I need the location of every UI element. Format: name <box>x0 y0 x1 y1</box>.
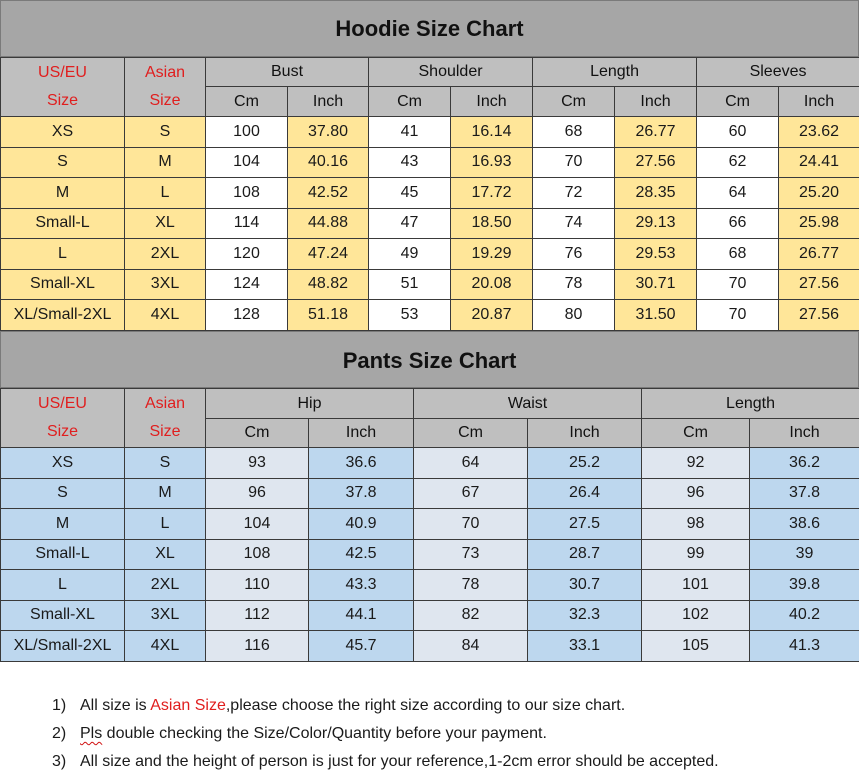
asian-size-cell: 3XL <box>125 600 206 631</box>
inch-value-cell: 26.77 <box>615 117 697 148</box>
cm-value-cell: 45 <box>369 178 451 209</box>
inch-value-cell: 39 <box>750 539 859 570</box>
unit-header: Cm <box>206 419 309 448</box>
inch-value-cell: 47.24 <box>288 239 369 270</box>
us-eu-size-cell: L <box>1 239 125 270</box>
table-row <box>1 478 859 509</box>
inch-value-cell: 26.4 <box>528 478 642 509</box>
table-row <box>1 631 859 662</box>
us-eu-header-line2: Size <box>46 423 79 440</box>
cm-value-cell: 112 <box>206 600 309 631</box>
note-item <box>52 720 719 748</box>
cm-value-cell: 99 <box>642 539 750 570</box>
hip-header: Hip <box>206 389 414 419</box>
inch-value-cell: 32.3 <box>528 600 642 631</box>
asian-size-header <box>125 389 206 448</box>
note-text: All size and the height of person is just for your reference,1-2cm error should be accepted. <box>80 753 719 770</box>
cm-value-cell: 124 <box>206 269 288 300</box>
inch-value-cell: 25.2 <box>528 448 642 479</box>
note-squiggle-word: Pls <box>80 725 103 742</box>
table-row <box>1 600 859 631</box>
unit-header: Cm <box>533 87 615 117</box>
inch-value-cell: 25.98 <box>779 208 859 239</box>
inch-value-cell: 25.20 <box>779 178 859 209</box>
cm-value-cell: 70 <box>414 509 528 540</box>
inch-value-cell: 31.50 <box>615 300 697 331</box>
us-eu-size-cell: XL/Small-2XL <box>1 631 125 662</box>
cm-value-cell: 74 <box>533 208 615 239</box>
inch-value-cell: 37.8 <box>750 478 859 509</box>
cm-value-cell: 101 <box>642 570 750 601</box>
cm-value-cell: 116 <box>206 631 309 662</box>
inch-value-cell: 37.8 <box>309 478 414 509</box>
inch-value-cell: 51.18 <box>288 300 369 331</box>
inch-value-cell: 44.88 <box>288 208 369 239</box>
us-eu-size-cell: Small-L <box>1 539 125 570</box>
asian-size-cell: S <box>125 448 206 479</box>
table-row <box>1 178 859 209</box>
cm-value-cell: 110 <box>206 570 309 601</box>
asian-header-line1: Asian <box>144 395 186 412</box>
unit-header: Cm <box>206 87 288 117</box>
inch-value-cell: 27.56 <box>615 147 697 178</box>
us-eu-size-cell: M <box>1 178 125 209</box>
cm-value-cell: 66 <box>697 208 779 239</box>
cm-value-cell: 64 <box>414 448 528 479</box>
table-row <box>1 448 859 479</box>
asian-size-cell: XL <box>125 208 206 239</box>
us-eu-size-cell: S <box>1 147 125 178</box>
cm-value-cell: 72 <box>533 178 615 209</box>
cm-value-cell: 82 <box>414 600 528 631</box>
us-eu-header-line1: US/EU <box>38 64 87 81</box>
unit-header: Inch <box>528 419 642 448</box>
inch-value-cell: 23.62 <box>779 117 859 148</box>
cm-value-cell: 98 <box>642 509 750 540</box>
table-row <box>1 269 859 300</box>
inch-value-cell: 16.14 <box>451 117 533 148</box>
shoulder-header: Shoulder <box>369 58 533 87</box>
us-eu-header-line1: US/EU <box>38 395 87 412</box>
note-text: All size is <box>80 697 151 714</box>
inch-value-cell: 36.2 <box>750 448 859 479</box>
inch-value-cell: 26.77 <box>779 239 859 270</box>
length-header: Length <box>642 389 859 419</box>
unit-header: Cm <box>697 87 779 117</box>
inch-value-cell: 29.53 <box>615 239 697 270</box>
inch-value-cell: 45.7 <box>309 631 414 662</box>
cm-value-cell: 80 <box>533 300 615 331</box>
unit-header: Cm <box>414 419 528 448</box>
inch-value-cell: 30.7 <box>528 570 642 601</box>
cm-value-cell: 105 <box>642 631 750 662</box>
inch-value-cell: 28.35 <box>615 178 697 209</box>
inch-value-cell: 20.87 <box>451 300 533 331</box>
inch-value-cell: 40.9 <box>309 509 414 540</box>
table-row <box>1 208 859 239</box>
table-row <box>1 300 859 331</box>
us-eu-size-cell: Small-L <box>1 208 125 239</box>
asian-size-cell: 4XL <box>125 300 206 331</box>
table-row <box>1 117 859 148</box>
cm-value-cell: 92 <box>642 448 750 479</box>
cm-value-cell: 41 <box>369 117 451 148</box>
asian-size-header <box>125 58 206 117</box>
inch-value-cell: 48.82 <box>288 269 369 300</box>
cm-value-cell: 70 <box>697 300 779 331</box>
inch-value-cell: 27.5 <box>528 509 642 540</box>
us-eu-header-line2: Size <box>46 92 79 109</box>
inch-value-cell: 24.41 <box>779 147 859 178</box>
us-eu-size-header <box>1 58 125 117</box>
inch-value-cell: 37.80 <box>288 117 369 148</box>
asian-header-line1: Asian <box>144 64 186 81</box>
bust-header: Bust <box>206 58 369 87</box>
cm-value-cell: 104 <box>206 509 309 540</box>
cm-value-cell: 100 <box>206 117 288 148</box>
table-row <box>1 147 859 178</box>
inch-value-cell: 19.29 <box>451 239 533 270</box>
unit-header: Inch <box>750 419 859 448</box>
unit-header: Inch <box>309 419 414 448</box>
inch-value-cell: 29.13 <box>615 208 697 239</box>
inch-value-cell: 27.56 <box>779 269 859 300</box>
hoodie-chart-title: Hoodie Size Chart <box>0 0 859 57</box>
inch-value-cell: 42.52 <box>288 178 369 209</box>
asian-size-cell: XL <box>125 539 206 570</box>
cm-value-cell: 60 <box>697 117 779 148</box>
inch-value-cell: 33.1 <box>528 631 642 662</box>
table-row <box>1 539 859 570</box>
cm-value-cell: 53 <box>369 300 451 331</box>
cm-value-cell: 70 <box>533 147 615 178</box>
asian-size-cell: L <box>125 509 206 540</box>
unit-header: Cm <box>369 87 451 117</box>
cm-value-cell: 43 <box>369 147 451 178</box>
pants-size-table <box>0 388 859 662</box>
hoodie-size-table <box>0 57 859 331</box>
note-item <box>52 692 719 720</box>
asian-size-cell: 2XL <box>125 570 206 601</box>
inch-value-cell: 27.56 <box>779 300 859 331</box>
length-header: Length <box>533 58 697 87</box>
inch-value-cell: 28.7 <box>528 539 642 570</box>
us-eu-size-header <box>1 389 125 448</box>
cm-value-cell: 104 <box>206 147 288 178</box>
unit-header: Inch <box>451 87 533 117</box>
waist-header: Waist <box>414 389 642 419</box>
cm-value-cell: 70 <box>697 269 779 300</box>
cm-value-cell: 68 <box>697 239 779 270</box>
pants-chart-title: Pants Size Chart <box>0 331 859 388</box>
asian-size-cell: 3XL <box>125 269 206 300</box>
table-row <box>1 570 859 601</box>
asian-size-cell: S <box>125 117 206 148</box>
asian-header-line2: Size <box>149 423 181 440</box>
note-number: 1) <box>52 697 67 714</box>
note-number: 3) <box>52 753 67 770</box>
cm-value-cell: 120 <box>206 239 288 270</box>
us-eu-size-cell: Small-XL <box>1 600 125 631</box>
us-eu-size-cell: Small-XL <box>1 269 125 300</box>
inch-value-cell: 43.3 <box>309 570 414 601</box>
cm-value-cell: 102 <box>642 600 750 631</box>
cm-value-cell: 108 <box>206 539 309 570</box>
notes-list <box>52 692 719 776</box>
us-eu-size-cell: L <box>1 570 125 601</box>
inch-value-cell: 38.6 <box>750 509 859 540</box>
asian-header-line2: Size <box>149 92 181 109</box>
cm-value-cell: 47 <box>369 208 451 239</box>
asian-size-cell: M <box>125 478 206 509</box>
cm-value-cell: 96 <box>642 478 750 509</box>
unit-header: Inch <box>615 87 697 117</box>
note-item <box>52 748 719 776</box>
cm-value-cell: 62 <box>697 147 779 178</box>
inch-value-cell: 40.2 <box>750 600 859 631</box>
inch-value-cell: 44.1 <box>309 600 414 631</box>
cm-value-cell: 84 <box>414 631 528 662</box>
asian-size-cell: L <box>125 178 206 209</box>
table-row <box>1 509 859 540</box>
note-highlight: Asian Size <box>150 697 226 714</box>
inch-value-cell: 36.6 <box>309 448 414 479</box>
note-text: double checking the Size/Color/Quantity before your payment. <box>102 725 547 742</box>
cm-value-cell: 114 <box>206 208 288 239</box>
us-eu-size-cell: XS <box>1 448 125 479</box>
us-eu-size-cell: XL/Small-2XL <box>1 300 125 331</box>
cm-value-cell: 68 <box>533 117 615 148</box>
table-row <box>1 239 859 270</box>
cm-value-cell: 73 <box>414 539 528 570</box>
inch-value-cell: 40.16 <box>288 147 369 178</box>
unit-header: Inch <box>779 87 859 117</box>
inch-value-cell: 41.3 <box>750 631 859 662</box>
note-text: ,please choose the right size according to our size chart. <box>225 697 626 714</box>
inch-value-cell: 30.71 <box>615 269 697 300</box>
asian-size-cell: 4XL <box>125 631 206 662</box>
cm-value-cell: 67 <box>414 478 528 509</box>
inch-value-cell: 17.72 <box>451 178 533 209</box>
cm-value-cell: 93 <box>206 448 309 479</box>
cm-value-cell: 78 <box>533 269 615 300</box>
unit-header: Inch <box>288 87 369 117</box>
cm-value-cell: 51 <box>369 269 451 300</box>
cm-value-cell: 108 <box>206 178 288 209</box>
note-number: 2) <box>52 725 67 742</box>
inch-value-cell: 18.50 <box>451 208 533 239</box>
sleeves-header: Sleeves <box>697 58 859 87</box>
inch-value-cell: 39.8 <box>750 570 859 601</box>
cm-value-cell: 96 <box>206 478 309 509</box>
asian-size-cell: M <box>125 147 206 178</box>
cm-value-cell: 78 <box>414 570 528 601</box>
inch-value-cell: 20.08 <box>451 269 533 300</box>
us-eu-size-cell: XS <box>1 117 125 148</box>
unit-header: Cm <box>642 419 750 448</box>
cm-value-cell: 64 <box>697 178 779 209</box>
us-eu-size-cell: M <box>1 509 125 540</box>
inch-value-cell: 42.5 <box>309 539 414 570</box>
cm-value-cell: 76 <box>533 239 615 270</box>
cm-value-cell: 128 <box>206 300 288 331</box>
inch-value-cell: 16.93 <box>451 147 533 178</box>
asian-size-cell: 2XL <box>125 239 206 270</box>
us-eu-size-cell: S <box>1 478 125 509</box>
cm-value-cell: 49 <box>369 239 451 270</box>
